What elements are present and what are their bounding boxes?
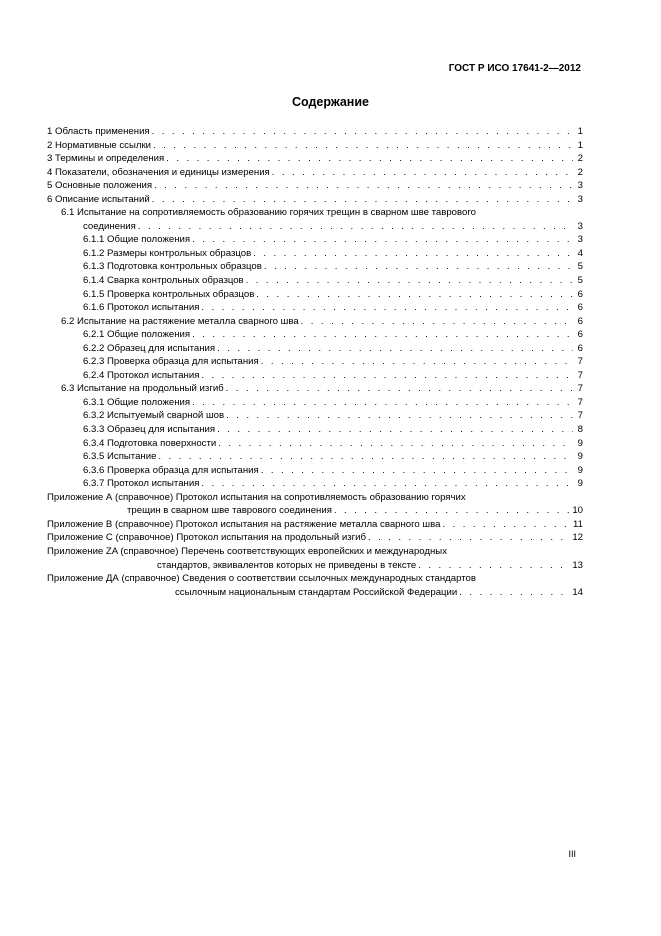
page-title: Содержание: [291, 95, 369, 109]
toc-entry[interactable]: 6.1.6 Протокол испытания . . . 6: [47, 301, 583, 315]
toc-appendix-continuation[interactable]: стандартов, эквивалентов которых не приведены в тексте . . . 13: [47, 559, 583, 573]
toc-entry[interactable]: 2 Нормативные ссылки . . . 1: [47, 139, 583, 153]
toc-entry[interactable]: 5 Основные положения . . . 3: [47, 179, 583, 193]
toc-entry[interactable]: 6.2.4 Протокол испытания . . . 7: [47, 369, 583, 383]
toc-entry[interactable]: 6.3.2 Испытуемый сварной шов . . . 7: [47, 409, 583, 423]
toc-appendix-continuation[interactable]: ссылочным национальным стандартам Российской Федерации . . . 14: [47, 586, 583, 600]
toc-appendix-entry[interactable]: Приложение В (справочное) Протокол испытания на растяжение металла сварного шва . . . 11: [47, 518, 583, 532]
toc-appendix-continuation[interactable]: трещин в сварном шве таврового соединения . . . 10: [47, 504, 583, 518]
toc-entry[interactable]: 6.2.1 Общие положения . . . 6: [47, 328, 583, 342]
toc-entry[interactable]: 6.3.7 Протокол испытания . . . 9: [47, 477, 583, 491]
toc-entry[interactable]: 6.3.3 Образец для испытания . . . 8: [47, 423, 583, 437]
toc-entry-heading[interactable]: 6.1 Испытание на сопротивляемость образованию горячих трещин в сварном шве таврового: [61, 207, 476, 219]
toc-appendix-heading[interactable]: Приложение А (справочное) Протокол испытания на сопротивляемость образованию горячих: [47, 491, 466, 503]
toc-entry[interactable]: 6.3.6 Проверка образца для испытания . . . 9: [47, 464, 583, 478]
toc-appendix-heading[interactable]: Приложение ДА (справочное) Сведения о соответствии ссылочных международных стандартов: [47, 573, 476, 585]
toc-entry[interactable]: 6.1.4 Сварка контрольных образцов . . . 5: [47, 274, 583, 288]
page-number: III: [568, 849, 576, 859]
toc-appendix-entry[interactable]: Приложение С (справочное) Протокол испытания на продольный изгиб . . . 12: [47, 531, 583, 545]
toc-entry[interactable]: 4 Показатели, обозначения и единицы измерения . . . 2: [47, 166, 583, 180]
toc-entry-continuation[interactable]: соединения . . . 3: [47, 220, 583, 234]
toc-entry[interactable]: 6.1.5 Проверка контрольных образцов . . . 6: [47, 288, 583, 302]
toc-entry[interactable]: 6.1.2 Размеры контрольных образцов . . . 4: [47, 247, 583, 261]
toc-entry[interactable]: 6.2.2 Образец для испытания . . . 6: [47, 342, 583, 356]
toc-entry[interactable]: 6.3 Испытание на продольный изгиб . . . 7: [47, 382, 583, 396]
toc-entry[interactable]: 3 Термины и определения . . . 2: [47, 152, 583, 166]
toc-entry[interactable]: 6.2.3 Проверка образца для испытания . . . 7: [47, 355, 583, 369]
document-number: ГОСТ Р ИСО 17641-2—2012: [448, 63, 581, 74]
toc-entry[interactable]: 6.2 Испытание на растяжение металла сварного шва . . . 6: [47, 315, 583, 329]
toc-entry[interactable]: 6.3.5 Испытание . . . 9: [47, 450, 583, 464]
toc-appendix-heading[interactable]: Приложение ZA (справочное) Перечень соответствующих европейских и международных: [47, 545, 447, 557]
toc-entry[interactable]: 6.3.1 Общие положения . . . 7: [47, 396, 583, 410]
toc-entry[interactable]: 1 Область применения . . . 1: [47, 125, 583, 139]
table-of-contents: [47, 125, 583, 599]
toc-entry[interactable]: 6.1.3 Подготовка контрольных образцов . . . 5: [47, 260, 583, 274]
toc-entry[interactable]: 6.3.4 Подготовка поверхности . . . 9: [47, 437, 583, 451]
toc-entry[interactable]: 6 Описание испытаний . . . 3: [47, 193, 583, 207]
toc-entry[interactable]: 6.1.1 Общие положения . . . 3: [47, 233, 583, 247]
